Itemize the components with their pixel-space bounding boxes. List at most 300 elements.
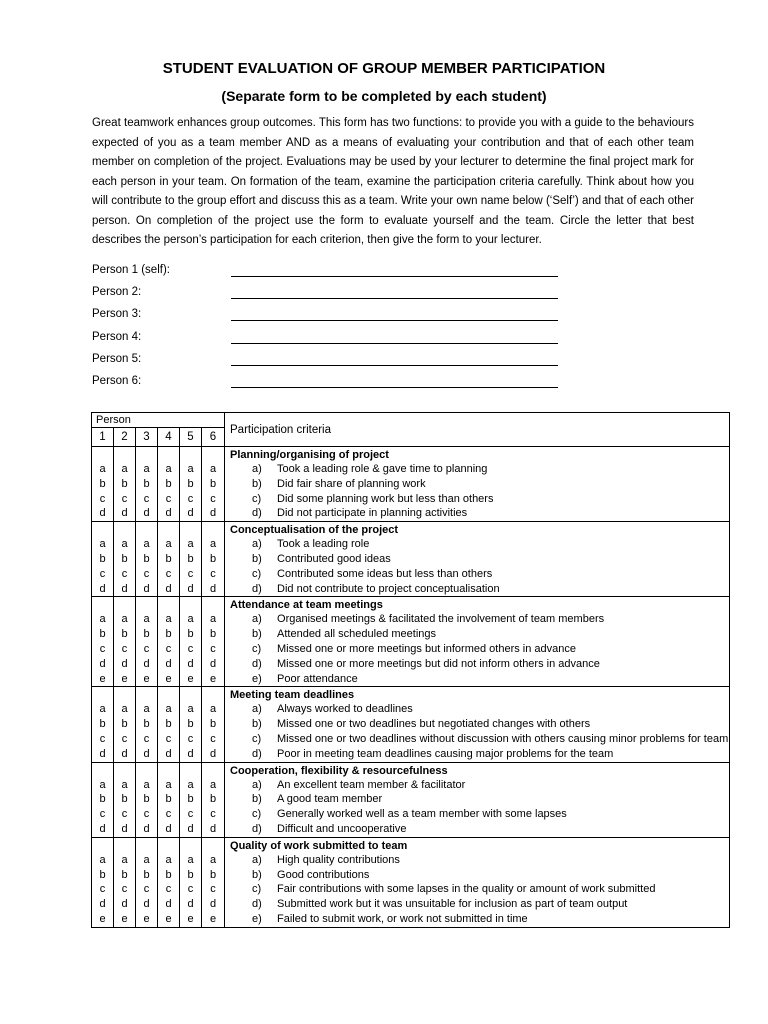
person-label: Person 2: bbox=[92, 286, 142, 299]
rating-letter[interactable]: a bbox=[121, 703, 128, 716]
rating-letter[interactable]: e bbox=[143, 672, 150, 685]
rating-letter[interactable]: a bbox=[165, 853, 172, 866]
option-letter: c) bbox=[252, 732, 262, 745]
rating-letter[interactable]: a bbox=[209, 703, 217, 716]
rating-letter[interactable]: e bbox=[187, 912, 194, 925]
criterion-option bbox=[225, 612, 729, 627]
rating-letter[interactable]: b bbox=[187, 628, 194, 641]
option-text: Took a leading role bbox=[277, 538, 370, 551]
rating-letter[interactable]: a bbox=[165, 778, 172, 791]
rating-letter[interactable]: b bbox=[165, 868, 172, 881]
criterion-option bbox=[225, 868, 729, 883]
rating-letter[interactable]: b bbox=[187, 477, 194, 490]
person-row bbox=[92, 351, 572, 373]
rating-letter[interactable]: c bbox=[165, 492, 172, 505]
rating-letter[interactable]: c bbox=[210, 642, 216, 655]
option-text: Contributed good ideas bbox=[277, 552, 391, 565]
rating-letter[interactable]: d bbox=[121, 747, 128, 760]
person-number: 3 bbox=[136, 428, 158, 447]
option-letter: a) bbox=[252, 613, 262, 626]
rating-letters-person-3 bbox=[136, 687, 158, 762]
rating-letter[interactable]: c bbox=[99, 567, 106, 580]
option-text: Took a leading role & gave time to planning bbox=[277, 463, 488, 475]
rating-letter[interactable]: c bbox=[143, 642, 150, 655]
person-row bbox=[92, 329, 572, 351]
criterion-option bbox=[225, 732, 729, 747]
rating-letter[interactable]: a bbox=[165, 538, 172, 551]
criterion-section bbox=[92, 522, 730, 597]
rating-letter[interactable]: d bbox=[99, 507, 106, 520]
person-name-field[interactable] bbox=[231, 320, 558, 321]
rating-letter[interactable]: b bbox=[209, 628, 217, 641]
criterion-option bbox=[225, 747, 729, 762]
option-letter: b) bbox=[252, 718, 262, 731]
rating-letter[interactable]: b bbox=[165, 552, 172, 565]
rating-letter[interactable]: c bbox=[187, 492, 194, 505]
criteria-header: Participation criteria bbox=[225, 413, 730, 447]
rating-letter[interactable]: b bbox=[143, 552, 150, 565]
option-text: High quality contributions bbox=[277, 853, 400, 866]
person-label: Person 1 (self): bbox=[92, 264, 170, 276]
option-letter: d) bbox=[252, 898, 262, 911]
rating-letters-person-5 bbox=[180, 447, 202, 522]
rating-letter[interactable]: d bbox=[99, 657, 106, 670]
option-letter: b) bbox=[252, 628, 262, 641]
rating-letter[interactable]: a bbox=[209, 463, 217, 475]
rating-letter[interactable]: b bbox=[165, 793, 172, 806]
rating-letter[interactable]: a bbox=[187, 613, 194, 626]
rating-letter[interactable]: b bbox=[187, 552, 194, 565]
rating-letter[interactable]: d bbox=[121, 822, 128, 835]
rating-letters-person-1 bbox=[92, 522, 114, 597]
criterion-title: Quality of work submitted to team bbox=[230, 839, 408, 852]
rating-letter[interactable]: a bbox=[165, 463, 172, 475]
rating-letter[interactable]: b bbox=[121, 477, 128, 490]
rating-letter[interactable]: b bbox=[99, 552, 106, 565]
rating-letter[interactable]: b bbox=[121, 628, 128, 641]
criterion-title: Cooperation, flexibility & resourcefulness bbox=[230, 764, 448, 777]
person-row bbox=[92, 284, 572, 306]
rating-letter[interactable]: a bbox=[143, 853, 150, 866]
rating-letter[interactable]: a bbox=[99, 538, 106, 551]
rating-letter[interactable]: a bbox=[187, 463, 194, 475]
rating-letter[interactable]: c bbox=[165, 567, 172, 580]
rating-letter[interactable]: d bbox=[143, 582, 150, 595]
rating-letter[interactable]: c bbox=[165, 883, 172, 896]
rating-letter[interactable]: b bbox=[209, 718, 217, 731]
rating-letter[interactable]: b bbox=[187, 793, 194, 806]
rating-letter[interactable]: d bbox=[187, 747, 194, 760]
option-text: Always worked to deadlines bbox=[277, 703, 413, 716]
rating-letter[interactable]: c bbox=[210, 808, 216, 821]
rating-letter[interactable]: a bbox=[143, 703, 150, 716]
criterion-cell bbox=[225, 837, 730, 927]
person-name-field[interactable] bbox=[231, 387, 558, 388]
person-label: Person 4: bbox=[92, 330, 142, 343]
rating-letter[interactable]: b bbox=[121, 793, 128, 806]
criterion-option bbox=[225, 567, 729, 582]
rating-letters-person-6 bbox=[202, 597, 225, 687]
rating-letters-person-5 bbox=[180, 522, 202, 597]
option-letter: d) bbox=[252, 747, 262, 760]
criterion-options bbox=[225, 537, 729, 596]
rating-letters-person-4 bbox=[158, 687, 180, 762]
criterion-section bbox=[92, 597, 730, 687]
criterion-option bbox=[225, 657, 729, 672]
criterion-title: Attendance at team meetings bbox=[230, 599, 383, 612]
rating-letter[interactable]: c bbox=[210, 883, 216, 896]
rating-letters-person-3 bbox=[136, 597, 158, 687]
rating-letter[interactable]: c bbox=[143, 808, 150, 821]
option-letter: b) bbox=[252, 477, 262, 490]
rating-letter[interactable]: d bbox=[121, 898, 128, 911]
rating-letter[interactable]: a bbox=[99, 613, 106, 626]
rating-letter[interactable]: e bbox=[121, 912, 128, 925]
person-header: Person bbox=[92, 413, 225, 428]
option-letter: a) bbox=[252, 703, 262, 716]
rating-letter[interactable]: c bbox=[210, 492, 216, 505]
rating-letter[interactable]: d bbox=[99, 747, 106, 760]
rating-letter[interactable]: d bbox=[209, 747, 217, 760]
option-letter: e) bbox=[252, 912, 262, 925]
rating-letter[interactable]: d bbox=[143, 657, 150, 670]
rating-letter[interactable]: b bbox=[121, 552, 128, 565]
rating-letters-person-2 bbox=[114, 522, 136, 597]
rating-letter[interactable]: d bbox=[165, 507, 172, 520]
person-name-field[interactable] bbox=[231, 365, 558, 366]
rating-letter[interactable]: c bbox=[187, 732, 194, 745]
rating-letter[interactable]: b bbox=[143, 868, 150, 881]
option-letter: c) bbox=[252, 642, 262, 655]
option-text: Organised meetings & facilitated the involvement of team members bbox=[277, 613, 605, 626]
page-title: STUDENT EVALUATION OF GROUP MEMBER PARTICIPATION bbox=[162, 60, 606, 77]
criterion-title: Conceptualisation of the project bbox=[230, 524, 399, 537]
person-name-field[interactable] bbox=[231, 276, 558, 277]
rating-letter[interactable]: c bbox=[187, 808, 194, 821]
criterion-cell bbox=[225, 762, 730, 837]
option-text: Did some planning work but less than others bbox=[277, 492, 494, 505]
rating-letter[interactable]: d bbox=[99, 898, 106, 911]
rating-letter[interactable]: e bbox=[209, 912, 217, 925]
rating-letter[interactable]: a bbox=[209, 613, 217, 626]
rating-letter[interactable]: b bbox=[187, 868, 194, 881]
rating-letter[interactable]: b bbox=[209, 477, 217, 490]
person-number: 4 bbox=[158, 428, 180, 447]
rating-letter[interactable]: b bbox=[121, 718, 128, 731]
rating-letter[interactable]: b bbox=[99, 718, 106, 731]
rating-letter[interactable]: c bbox=[165, 642, 172, 655]
rating-letter[interactable]: d bbox=[165, 822, 172, 835]
option-letter: d) bbox=[252, 507, 262, 520]
rating-letter[interactable]: e bbox=[99, 912, 106, 925]
criterion-section bbox=[92, 762, 730, 837]
rating-letter[interactable]: a bbox=[143, 538, 150, 551]
rating-letter[interactable]: b bbox=[121, 868, 128, 881]
evaluation-table bbox=[91, 412, 730, 928]
option-text: Poor in meeting team deadlines causing major problems for the team bbox=[277, 747, 614, 760]
rating-letters-person-1 bbox=[92, 687, 114, 762]
rating-letter[interactable]: c bbox=[121, 883, 128, 896]
page-subtitle: (Separate form to be completed by each student) bbox=[221, 88, 547, 104]
rating-letter[interactable]: c bbox=[143, 567, 150, 580]
rating-letter[interactable]: b bbox=[99, 628, 106, 641]
rating-letter[interactable]: b bbox=[99, 793, 106, 806]
rating-letter[interactable]: d bbox=[99, 822, 106, 835]
rating-letter[interactable]: c bbox=[187, 883, 194, 896]
rating-letter[interactable]: d bbox=[165, 657, 172, 670]
rating-letters-person-6 bbox=[202, 447, 225, 522]
rating-letters-person-3 bbox=[136, 837, 158, 927]
rating-letter[interactable]: e bbox=[165, 672, 172, 685]
rating-letter[interactable]: d bbox=[187, 657, 194, 670]
criterion-option bbox=[225, 717, 729, 732]
option-letter: d) bbox=[252, 582, 262, 595]
person-row bbox=[92, 306, 572, 328]
rating-letter[interactable]: d bbox=[165, 582, 172, 595]
option-letter: b) bbox=[252, 552, 262, 565]
rating-letter[interactable]: d bbox=[187, 582, 194, 595]
rating-letter[interactable]: b bbox=[143, 718, 150, 731]
person-row bbox=[92, 262, 572, 284]
person-number: 1 bbox=[92, 428, 114, 447]
option-text: Did fair share of planning work bbox=[277, 477, 426, 490]
option-text: Attended all scheduled meetings bbox=[277, 628, 437, 641]
rating-letter[interactable]: d bbox=[165, 898, 172, 911]
rating-letter[interactable]: a bbox=[165, 703, 172, 716]
option-letter: c) bbox=[252, 808, 262, 821]
criterion-option bbox=[225, 897, 729, 912]
rating-letters-person-5 bbox=[180, 837, 202, 927]
rating-letter[interactable]: d bbox=[187, 507, 194, 520]
rating-letter[interactable]: d bbox=[209, 507, 217, 520]
person-number: 6 bbox=[202, 428, 225, 447]
rating-letter[interactable]: d bbox=[143, 822, 150, 835]
rating-letter[interactable]: a bbox=[99, 853, 106, 866]
rating-letter[interactable]: c bbox=[121, 808, 128, 821]
rating-letter[interactable]: d bbox=[121, 507, 128, 520]
rating-letter[interactable]: e bbox=[143, 912, 150, 925]
option-letter: c) bbox=[252, 492, 262, 505]
rating-letter[interactable]: b bbox=[209, 868, 217, 881]
option-text: Missed one or more meetings but informed others in advance bbox=[277, 642, 577, 655]
person-row bbox=[92, 373, 572, 395]
rating-letters-person-6 bbox=[202, 837, 225, 927]
rating-letters-person-2 bbox=[114, 762, 136, 837]
rating-letters-person-1 bbox=[92, 597, 114, 687]
rating-letter[interactable]: e bbox=[165, 912, 172, 925]
option-text: Submitted work but it was unsuitable for inclusion as part of team output bbox=[277, 898, 628, 911]
criterion-section bbox=[92, 687, 730, 762]
rating-letter[interactable]: d bbox=[165, 747, 172, 760]
rating-letter[interactable]: a bbox=[187, 538, 194, 551]
rating-letter[interactable]: b bbox=[143, 477, 150, 490]
rating-letter[interactable]: e bbox=[209, 672, 217, 685]
rating-letter[interactable]: d bbox=[143, 747, 150, 760]
rating-letter[interactable]: c bbox=[143, 492, 150, 505]
option-letter: c) bbox=[252, 883, 262, 896]
rating-letter[interactable]: a bbox=[143, 613, 150, 626]
criterion-option bbox=[225, 537, 729, 552]
rating-letter[interactable]: b bbox=[99, 477, 106, 490]
option-text: Difficult and uncooperative bbox=[277, 822, 407, 835]
rating-letters-person-4 bbox=[158, 597, 180, 687]
option-text: Contributed some ideas but less than others bbox=[277, 567, 493, 580]
criterion-options bbox=[225, 853, 729, 927]
criterion-option bbox=[225, 882, 729, 897]
rating-letters-person-1 bbox=[92, 837, 114, 927]
rating-letter[interactable]: c bbox=[121, 492, 128, 505]
rating-letter[interactable]: b bbox=[209, 793, 217, 806]
rating-letter[interactable]: c bbox=[99, 883, 106, 896]
rating-letter[interactable]: d bbox=[187, 822, 194, 835]
criterion-options bbox=[225, 612, 729, 686]
criterion-title: Meeting team deadlines bbox=[230, 689, 355, 702]
rating-letter[interactable]: c bbox=[99, 642, 106, 655]
criterion-option bbox=[225, 822, 729, 837]
rating-letter[interactable]: b bbox=[165, 628, 172, 641]
rating-letter[interactable]: c bbox=[121, 567, 128, 580]
rating-letter[interactable]: c bbox=[165, 732, 172, 745]
option-text: Failed to submit work, or work not submitted in time bbox=[277, 912, 528, 925]
rating-letter[interactable]: d bbox=[99, 582, 106, 595]
option-text: Good contributions bbox=[277, 868, 370, 881]
criterion-option bbox=[225, 672, 729, 687]
rating-letter[interactable]: a bbox=[209, 538, 217, 551]
rating-letter[interactable]: c bbox=[99, 492, 106, 505]
rating-letter[interactable]: a bbox=[121, 538, 128, 551]
option-text: Did not participate in planning activities bbox=[277, 507, 468, 520]
rating-letter[interactable]: a bbox=[121, 463, 128, 475]
person-names-list bbox=[92, 262, 572, 395]
rating-letter[interactable]: a bbox=[209, 853, 217, 866]
rating-letter[interactable]: e bbox=[187, 672, 194, 685]
rating-letter[interactable]: a bbox=[165, 613, 172, 626]
intro-paragraph: Great teamwork enhances group outcomes. This form has two functions: to provide you with a guide to the behaviours expected of you as a team member AND as a means of evaluating your contribution and that of each other team member on completion of the project. Evaluations may be used by your lecturer to determine the final project mark for each person in your team. On formation of the team, examine the participation criteria carefully. Think about how you will contribute to the group effort and discuss this as a team. Write your own name below (‘Self’) and that of each other person. On completion of the project use the form to evaluate yourself and the team. Circle the letter that best describes the person’s participation for each criterion, then give the form to your lecturer. bbox=[92, 117, 694, 246]
rating-letter[interactable]: a bbox=[187, 853, 194, 866]
option-text: Missed one or more meetings but did not inform others in advance bbox=[277, 657, 600, 670]
option-letter: d) bbox=[252, 657, 262, 670]
person-number: 2 bbox=[114, 428, 136, 447]
criterion-options bbox=[225, 462, 729, 521]
person-number: 5 bbox=[180, 428, 202, 447]
rating-letter[interactable]: c bbox=[99, 808, 106, 821]
rating-letter[interactable]: c bbox=[165, 808, 172, 821]
rating-letter[interactable]: d bbox=[209, 582, 217, 595]
rating-letter[interactable]: d bbox=[187, 898, 194, 911]
criterion-option bbox=[225, 627, 729, 642]
criterion-option bbox=[225, 807, 729, 822]
rating-letter[interactable]: a bbox=[187, 703, 194, 716]
criterion-option bbox=[225, 492, 729, 507]
rating-letter[interactable]: d bbox=[121, 657, 128, 670]
rating-letters-person-3 bbox=[136, 522, 158, 597]
rating-letter[interactable]: a bbox=[143, 778, 150, 791]
option-letter: b) bbox=[252, 793, 262, 806]
rating-letter[interactable]: c bbox=[121, 732, 128, 745]
rating-letter[interactable]: a bbox=[99, 778, 106, 791]
option-letter: c) bbox=[252, 567, 262, 580]
rating-letter[interactable]: c bbox=[210, 567, 216, 580]
rating-letter[interactable]: a bbox=[121, 853, 128, 866]
rating-letter[interactable]: c bbox=[187, 567, 194, 580]
criterion-option bbox=[225, 778, 729, 793]
rating-letter[interactable]: a bbox=[99, 463, 106, 475]
option-text: An excellent team member & facilitator bbox=[277, 778, 466, 791]
rating-letter[interactable]: a bbox=[187, 778, 194, 791]
criterion-cell bbox=[225, 597, 730, 687]
rating-letters-person-4 bbox=[158, 522, 180, 597]
rating-letter[interactable]: d bbox=[209, 822, 217, 835]
criterion-cell bbox=[225, 447, 730, 522]
person-name-field[interactable] bbox=[231, 298, 558, 299]
rating-letter[interactable]: c bbox=[121, 642, 128, 655]
criterion-option bbox=[225, 702, 729, 717]
rating-letter[interactable]: e bbox=[99, 672, 106, 685]
rating-letter[interactable]: c bbox=[99, 732, 106, 745]
rating-letter[interactable]: b bbox=[143, 628, 150, 641]
rating-letters-person-6 bbox=[202, 687, 225, 762]
criterion-title: Planning/organising of project bbox=[230, 449, 389, 461]
rating-letter[interactable]: a bbox=[143, 463, 150, 475]
rating-letter[interactable]: d bbox=[121, 582, 128, 595]
rating-letter[interactable]: a bbox=[121, 778, 128, 791]
rating-letter[interactable]: d bbox=[143, 507, 150, 520]
rating-letter[interactable]: d bbox=[143, 898, 150, 911]
option-letter: b) bbox=[252, 868, 262, 881]
option-text: Generally worked well as a team member with some lapses bbox=[277, 808, 567, 821]
criterion-option bbox=[225, 552, 729, 567]
rating-letter[interactable]: b bbox=[209, 552, 217, 565]
rating-letters-person-2 bbox=[114, 687, 136, 762]
rating-letter[interactable]: b bbox=[165, 477, 172, 490]
option-letter: a) bbox=[252, 538, 262, 551]
person-label: Person 6: bbox=[92, 374, 142, 387]
criterion-option bbox=[225, 853, 729, 868]
rating-letter[interactable]: b bbox=[187, 718, 194, 731]
rating-letters-person-3 bbox=[136, 447, 158, 522]
rating-letter[interactable]: a bbox=[209, 778, 217, 791]
rating-letters-person-1 bbox=[92, 447, 114, 522]
rating-letter[interactable]: d bbox=[209, 898, 217, 911]
rating-letter[interactable]: e bbox=[121, 672, 128, 685]
criterion-option bbox=[225, 912, 729, 927]
person-name-field[interactable] bbox=[231, 343, 558, 344]
rating-letters-person-3 bbox=[136, 762, 158, 837]
rating-letter[interactable]: c bbox=[210, 732, 216, 745]
rating-letters-person-2 bbox=[114, 447, 136, 522]
option-text: Missed one or two deadlines without discussion with others causing minor problems for team bbox=[277, 732, 729, 745]
option-text: Poor attendance bbox=[277, 672, 358, 685]
criterion-options bbox=[225, 702, 729, 761]
rating-letter[interactable]: b bbox=[99, 868, 106, 881]
rating-letter[interactable]: b bbox=[143, 793, 150, 806]
criterion-option bbox=[225, 642, 729, 657]
rating-letters-person-6 bbox=[202, 522, 225, 597]
rating-letters-person-4 bbox=[158, 762, 180, 837]
option-text: Fair contributions with some lapses in the quality or amount of work submitted bbox=[277, 883, 656, 896]
rating-letters-person-5 bbox=[180, 762, 202, 837]
rating-letter[interactable]: c bbox=[143, 732, 150, 745]
rating-letter[interactable]: a bbox=[121, 613, 128, 626]
rating-letter[interactable]: d bbox=[209, 657, 217, 670]
criterion-cell bbox=[225, 522, 730, 597]
criterion-option bbox=[225, 462, 729, 477]
rating-letter[interactable]: a bbox=[99, 703, 106, 716]
rating-letters-person-1 bbox=[92, 762, 114, 837]
rating-letter[interactable]: c bbox=[143, 883, 150, 896]
rating-letter[interactable]: c bbox=[187, 642, 194, 655]
rating-letter[interactable]: b bbox=[165, 718, 172, 731]
